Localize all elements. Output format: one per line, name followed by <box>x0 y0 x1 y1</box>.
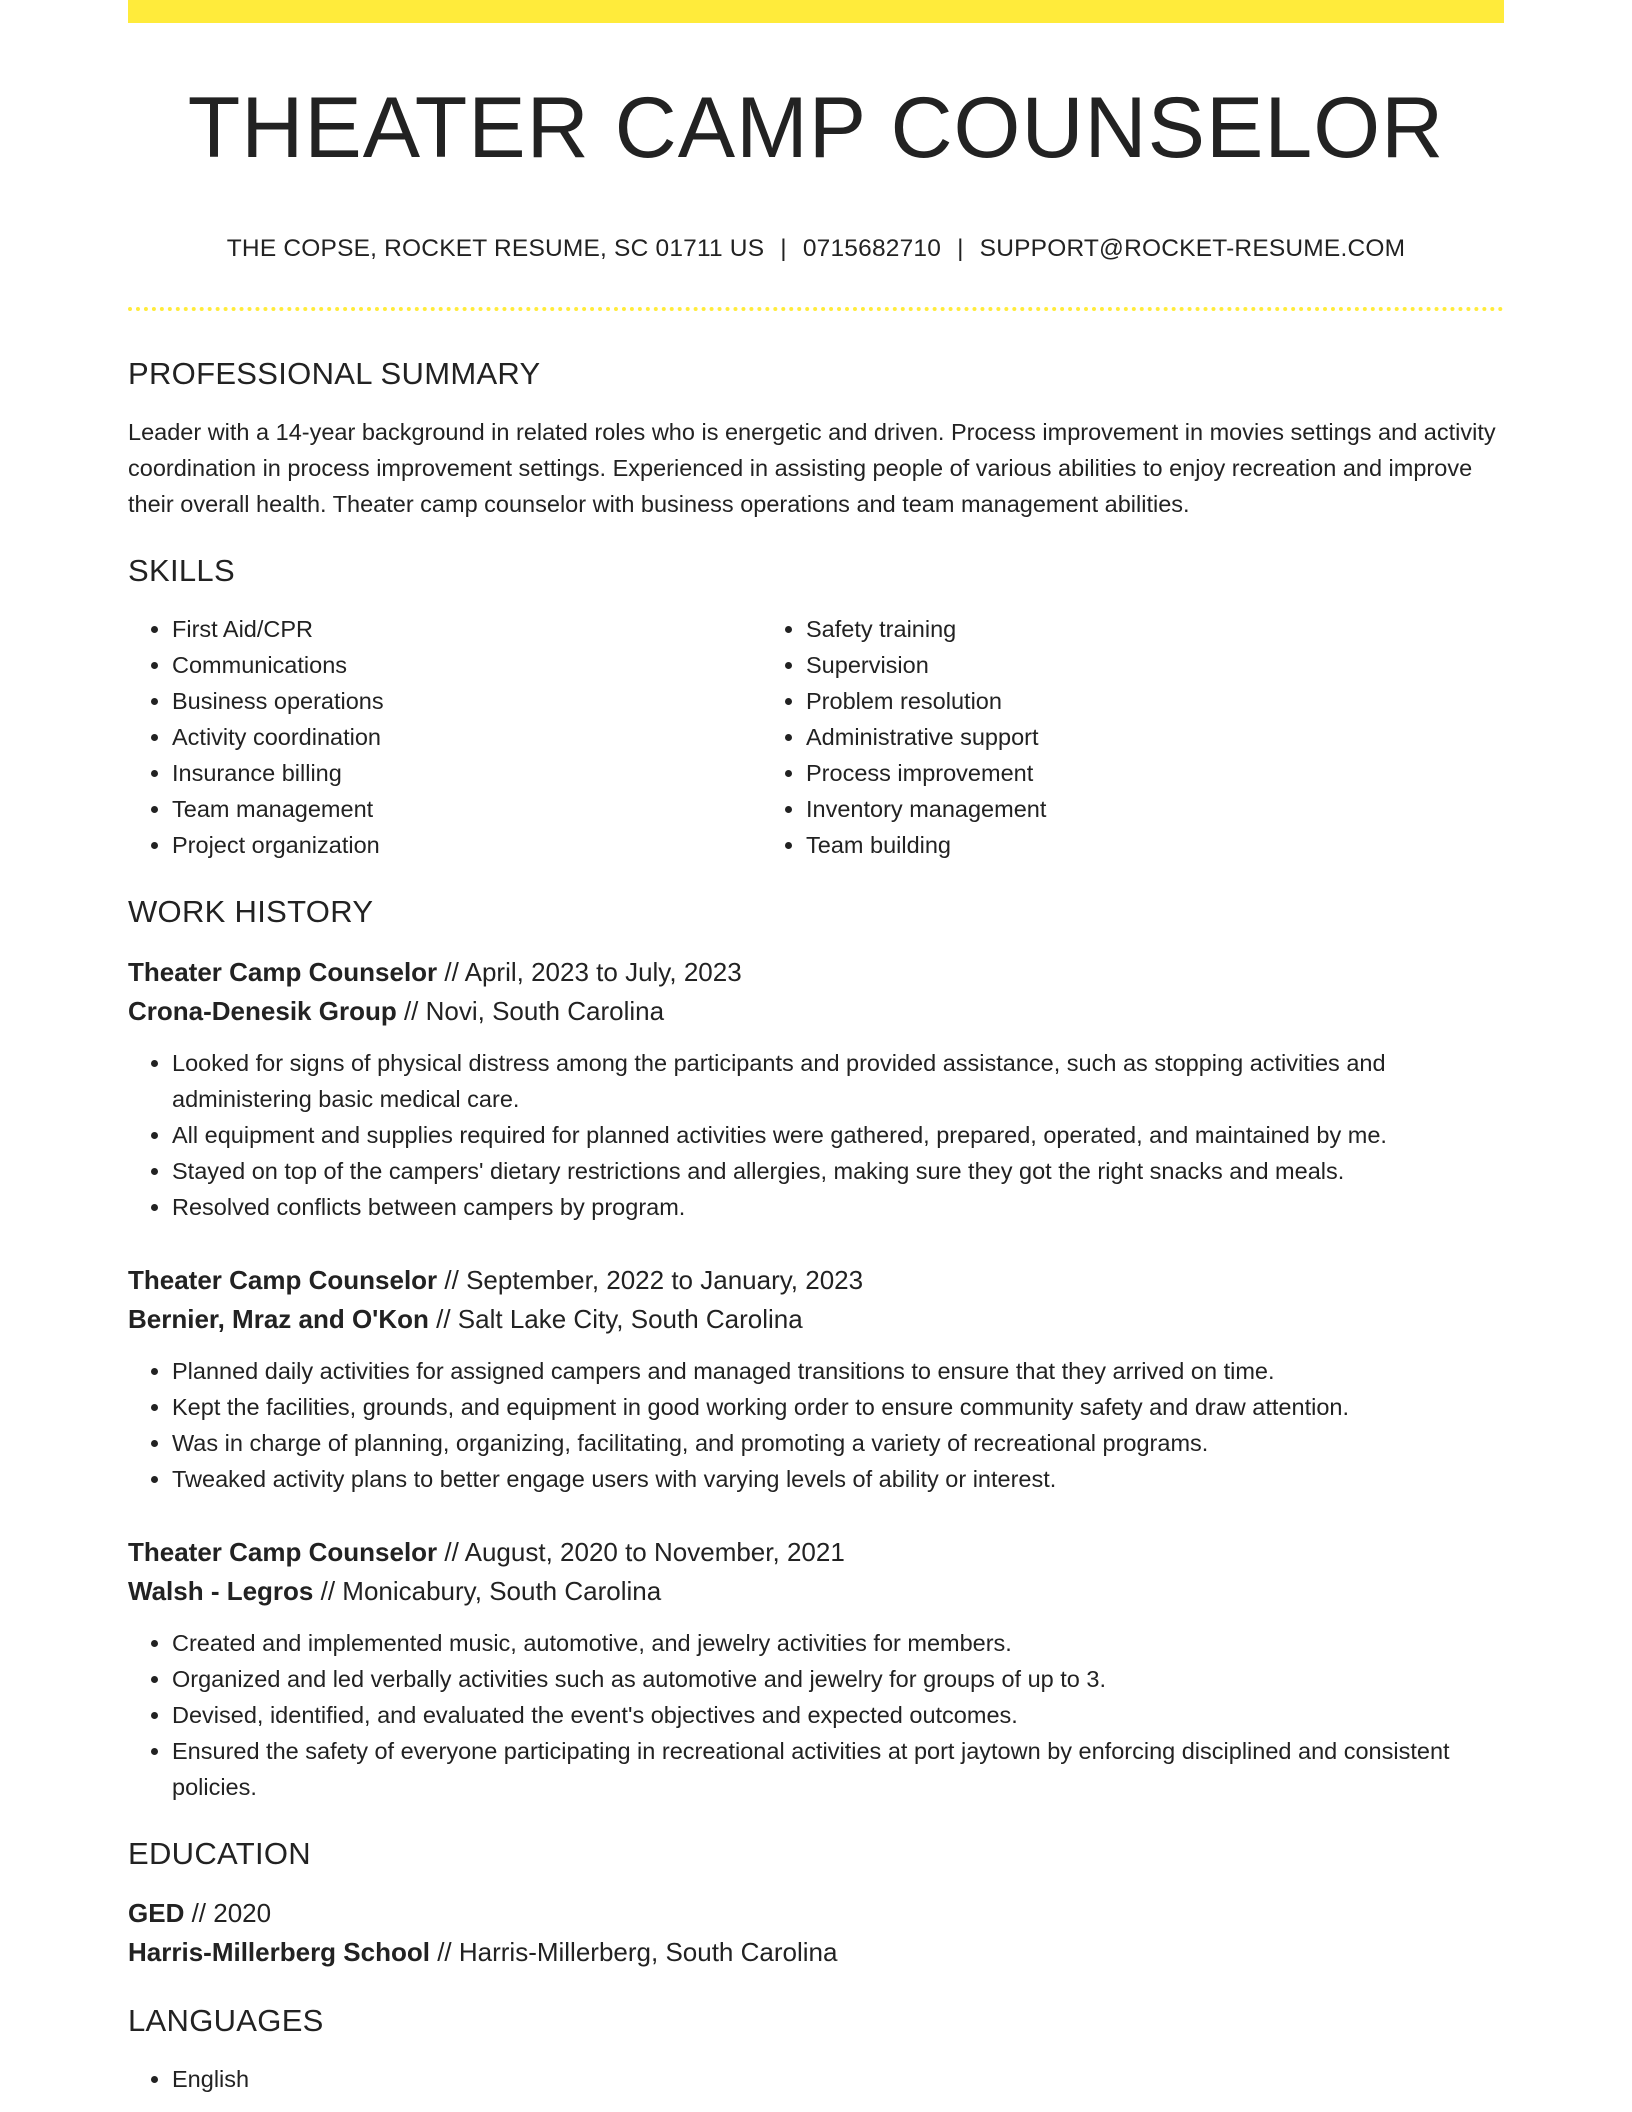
education-heading: EDUCATION <box>128 1835 311 1871</box>
education-location: // Harris-Millerberg, South Carolina <box>429 1936 838 1967</box>
skill-item: • Communications <box>172 647 762 683</box>
education-degree-line <box>128 1894 1504 1933</box>
contact-line <box>128 234 1504 263</box>
job-location: // Salt Lake City, South Carolina <box>428 1303 803 1334</box>
job-bullets <box>128 1045 1504 1225</box>
job-company-line <box>128 1300 1504 1339</box>
job-company: Bernier, Mraz and O'Kon <box>128 1303 429 1334</box>
resume-page <box>128 0 1504 2097</box>
job-company: Crona-Denesik Group <box>128 995 397 1026</box>
skill-item: • Activity coordination <box>172 719 762 755</box>
job-role: Theater Camp Counselor <box>128 956 438 987</box>
contact-separator: | <box>780 234 787 262</box>
skill-item: • Administrative support <box>806 719 1396 755</box>
job-company-line <box>128 1572 1504 1611</box>
job-company: Walsh - Legros <box>128 1575 314 1606</box>
skills-list <box>128 611 1504 863</box>
skill-item: • Process improvement <box>806 755 1396 791</box>
skill-item: • Problem resolution <box>806 683 1396 719</box>
education-school-line <box>128 1933 1504 1972</box>
skill-item: • First Aid/CPR <box>172 611 762 647</box>
education-degree: GED <box>128 1897 185 1928</box>
skill-item: • Supervision <box>806 647 1396 683</box>
skills-heading: SKILLS <box>128 553 235 589</box>
work-history-heading: WORK HISTORY <box>128 894 374 930</box>
contact-phone: 0715682710 <box>802 234 942 262</box>
job-location: // Novi, South Carolina <box>396 995 665 1026</box>
job-bullet: • Resolved conflicts between campers by program. <box>172 1189 1504 1225</box>
job-bullet: • Created and implemented music, automotive, and jewelry activities for members. <box>172 1625 1504 1661</box>
job-bullet: • Devised, identified, and evaluated the event's objectives and expected outcomes. <box>172 1697 1504 1733</box>
job-title-line <box>128 1261 1504 1300</box>
top-accent-bar <box>128 0 1504 23</box>
job-bullet: • Tweaked activity plans to better engage users with varying levels of ability or interest. <box>172 1461 1504 1497</box>
contact-email: SUPPORT@ROCKET-RESUME.COM <box>979 234 1406 262</box>
job-bullet: • Planned daily activities for assigned campers and managed transitions to ensure that they arrived on time. <box>172 1353 1504 1389</box>
education-entry <box>128 1894 1504 1972</box>
dotted-divider <box>128 307 1504 311</box>
languages-heading: LANGUAGES <box>128 2002 324 2038</box>
education-year: // 2020 <box>184 1897 272 1928</box>
job-bullet: • All equipment and supplies required for planned activities were gathered, prepared, operated, and maintained by me. <box>172 1117 1504 1153</box>
skill-item: • Safety training <box>806 611 1396 647</box>
contact-address: THE COPSE, ROCKET RESUME, SC 01711 US <box>226 234 765 262</box>
job-location: // Monicabury, South Carolina <box>313 1575 662 1606</box>
job-company-line <box>128 992 1504 1031</box>
languages-section <box>128 2061 1504 2097</box>
job-dates: // August, 2020 to November, 2021 <box>437 1536 845 1567</box>
skills-column-right <box>762 611 1396 863</box>
summary-text: Leader with a 14-year background in related roles who is energetic and driven. Process improvement in movies settings and activity coordination in process improvement settings. Experienced in assisting people of various abilities to enjoy recreation and improve their overall health. Theater camp counselor with business operations and team management abilities. <box>128 419 1496 518</box>
job-role: Theater Camp Counselor <box>128 1264 438 1295</box>
job-dates: // September, 2022 to January, 2023 <box>437 1264 864 1295</box>
skill-item: • Team management <box>172 791 762 827</box>
job-title-line <box>128 1533 1504 1572</box>
skills-column-left <box>128 611 762 863</box>
job-bullet: • Ensured the safety of everyone participating in recreational activities at port jaytown by enforcing disciplined and consistent policies. <box>172 1733 1504 1805</box>
job-role: Theater Camp Counselor <box>128 1536 438 1567</box>
resume-name: THEATER CAMP COUNSELOR <box>187 80 1445 176</box>
job-bullet: • Kept the facilities, grounds, and equipment in good working order to ensure community safety and draw attention. <box>172 1389 1504 1425</box>
job-bullets <box>128 1353 1504 1497</box>
summary-heading: PROFESSIONAL SUMMARY <box>128 355 541 391</box>
job-bullet: • Was in charge of planning, organizing, facilitating, and promoting a variety of recreational programs. <box>172 1425 1504 1461</box>
languages-list <box>128 2061 1504 2097</box>
job-dates: // April, 2023 to July, 2023 <box>437 956 742 987</box>
job-bullets <box>128 1625 1504 1805</box>
education-school: Harris-Millerberg School <box>128 1936 430 1967</box>
job-entry <box>128 1533 1504 1805</box>
job-title-line <box>128 953 1504 992</box>
skill-item: • Inventory management <box>806 791 1396 827</box>
job-bullet: • Stayed on top of the campers' dietary restrictions and allergies, making sure they got the right snacks and meals. <box>172 1153 1504 1189</box>
contact-separator: | <box>957 234 964 262</box>
skill-item: • Insurance billing <box>172 755 762 791</box>
language-item: • English <box>172 2061 1504 2097</box>
job-entry <box>128 953 1504 1225</box>
job-entry <box>128 1261 1504 1497</box>
skill-item: • Business operations <box>172 683 762 719</box>
skill-item: • Team building <box>806 827 1396 863</box>
job-bullet: • Looked for signs of physical distress among the participants and provided assistance, such as stopping activities and administering basic medical care. <box>172 1045 1504 1117</box>
skill-item: • Project organization <box>172 827 762 863</box>
job-bullet: • Organized and led verbally activities such as automotive and jewelry for groups of up to 3. <box>172 1661 1504 1697</box>
